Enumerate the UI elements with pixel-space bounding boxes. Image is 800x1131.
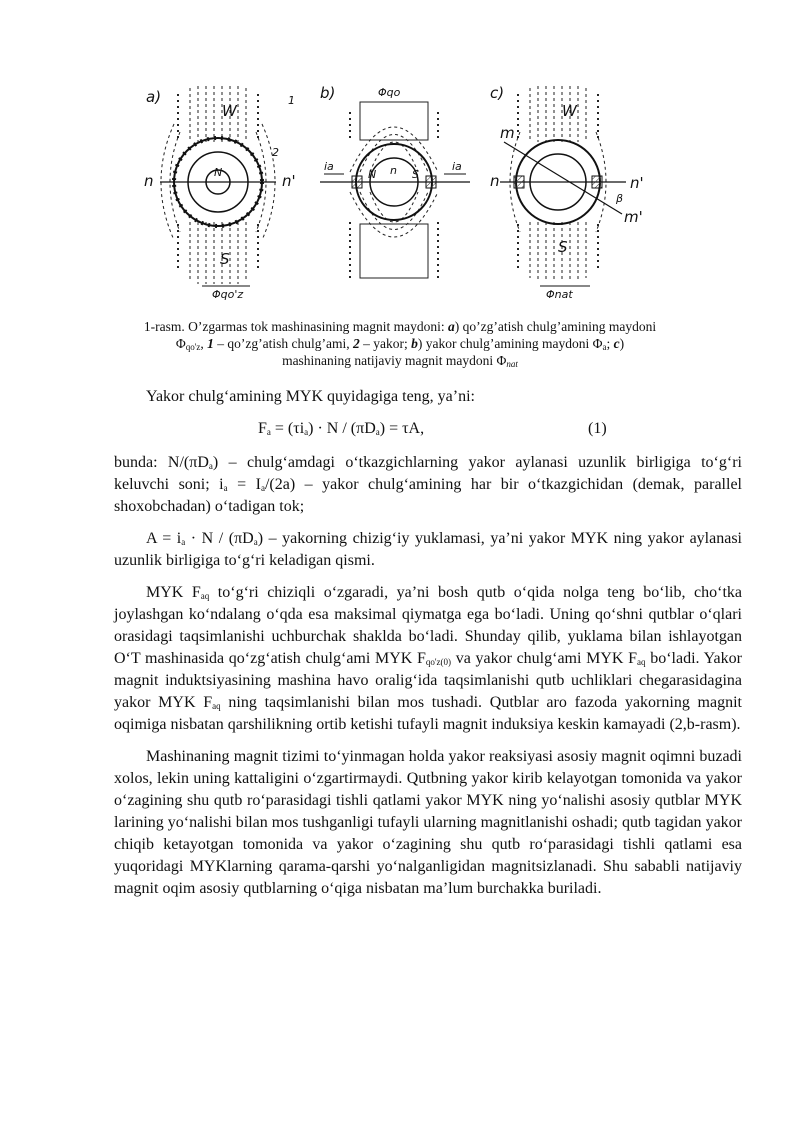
diagram-c-n2: n' <box>630 174 644 192</box>
paragraph-2: bunda: $N/(\pi D_a)$ – chulg‘amdagi o‘tkazgichlarning yakor aylanasi uzunlik birligiga to‘g‘ri keluvchi soni; $i_a = I_a/(2a)$ – yakor chulg‘amining har bir o‘tkazgichidan (demak, parallel shoxobchadan) o‘tadigan tok; <box>114 454 742 515</box>
diagram-c-tag: c) <box>490 84 505 102</box>
diagram-b-N: N <box>368 168 377 181</box>
caption-line-2: $\Phi_{qo'z}$, 1 – qo’zg’atish chulg’ami, 2 – yakor; b) yakor chulg’amining maydoni $\Phi_a$; c) <box>175 336 625 352</box>
paragraph-5: Mashinaning magnit tizimi to‘yinmagan holda yakor reaksiyasi asosiy magnit oqimni buzadi xolos, lekin uning kattaligini o‘zgartirmaydi. Qutbning yakor kirib kelayotgan tomonida va yakor o‘zagining shu qutb ro‘parasidagi tishli qatlami yakor MYK ning yo‘nalishi asosiy qutblar MYK larining yo‘nalishi bilan mos tushganligi tufayli ularning magnitlanishi oshadi; qutb tagidan yakor chiqib ketayotgan tomonida va yakor o‘zagining shu qutb ro‘parasidagi tishli qatlami esa yuqoridagi MYKlarning qarama-qarshi yo‘nalganligidan magnitsizlanadi. Shu sababli natijaviy magnit oqim asosiy qutblarning o‘qiga nisbatan ma’lum burchakka buriladi. <box>114 748 742 897</box>
formula-number: (1) <box>588 420 607 437</box>
paragraph-1: Yakor chulg‘amining MYK quyidagiga teng, ya’ni: <box>146 388 475 405</box>
body-text <box>114 386 742 910</box>
diagram-c-m2: m' <box>624 208 643 226</box>
diagram-a-n: n <box>144 172 154 190</box>
diagram-c-phi: Φnat <box>546 288 573 301</box>
diagram-a-phi: Φqo'z <box>212 288 244 301</box>
diagram-a-tag: a) <box>146 88 162 106</box>
diagram-a <box>144 86 296 301</box>
diagram-c-beta: β <box>616 192 624 205</box>
paragraph-4: MYK $F_{aq}$ to‘g‘ri chiziqli o‘zgaradi, ya’ni bosh qutb o‘qida nolga teng bo‘lib, cho‘tka joylashgan ko‘ndalang o‘qda esa maksimal qiymatga ega bo‘ladi. Uning qo‘shni qutblar o‘qlari orasidagi taqsimlanishi uchburchak shaklda bo‘ladi. Shunday qilib, yuklama bilan ishlayotgan O‘T mashinasida qo‘zg‘atish chulg‘ami MYK $F_{qo'z(0)}$ va yakor chulg‘ami MYK $F_{aq}$ bo‘ladi. Yakor magnit induktsiyasining mashina havo oralig‘ida taqsimlanishi qutb uchliklari chegarasidagina yakor MYK $F_{aq}$ ning taqsimlanishi bilan mos tushadi. Qutblar aro fazoda yakorning magnit oqimiga nisbatan qarshilikning ortib ketishi tufayli magnit induksiya keskin kamayadi (2,b-rasm). <box>114 584 742 733</box>
diagram-b-n: n <box>390 164 397 177</box>
diagram-b-phi: Φqo <box>378 86 401 99</box>
diagram-c-S: S <box>558 238 568 256</box>
figure-caption <box>110 318 690 369</box>
diagram-a-S: S <box>220 250 230 268</box>
paragraph-3: $A = i_a \cdot N / (\pi D_a)$ – yakorning chizig‘iy yuklamasi, ya’ni yakor MYK ning yakor aylanasi uzunlik birligiga to‘g‘ri keladigan qismi. <box>114 530 742 569</box>
formula-1 <box>114 418 742 442</box>
diagram-b-S: S <box>412 168 419 181</box>
diagram-a-n2: n' <box>282 172 296 190</box>
diagram-c-m: m <box>500 124 515 142</box>
diagram-c <box>490 84 644 301</box>
diagram-b-tag: b) <box>320 84 336 102</box>
caption-line-3: mashinaning natijaviy magnit maydoni $\Phi_{nat}$ <box>282 353 518 369</box>
diagram-a-N: N <box>214 166 223 179</box>
diagram-b-ia-right: ia <box>452 160 462 173</box>
diagram-b <box>320 84 470 278</box>
diagram-a-num2: 2 <box>272 146 279 159</box>
diagram-b-ia-left: ia <box>324 160 334 173</box>
formula-expression: $F_a = (\tau i_a) \cdot N / (\pi D_a) = \tau A$, <box>258 420 425 437</box>
diagram-c-W: W <box>562 102 577 120</box>
magnetic-field-figure <box>140 72 660 312</box>
caption-line-1: 1-rasm. O’zgarmas tok mashinasining magnit maydoni: a) qo’zg’atish chulg’amining maydoni <box>143 319 657 334</box>
diagram-a-num1: 1 <box>288 94 295 107</box>
diagram-c-n: n <box>490 172 500 190</box>
diagram-a-W: W <box>222 102 237 120</box>
